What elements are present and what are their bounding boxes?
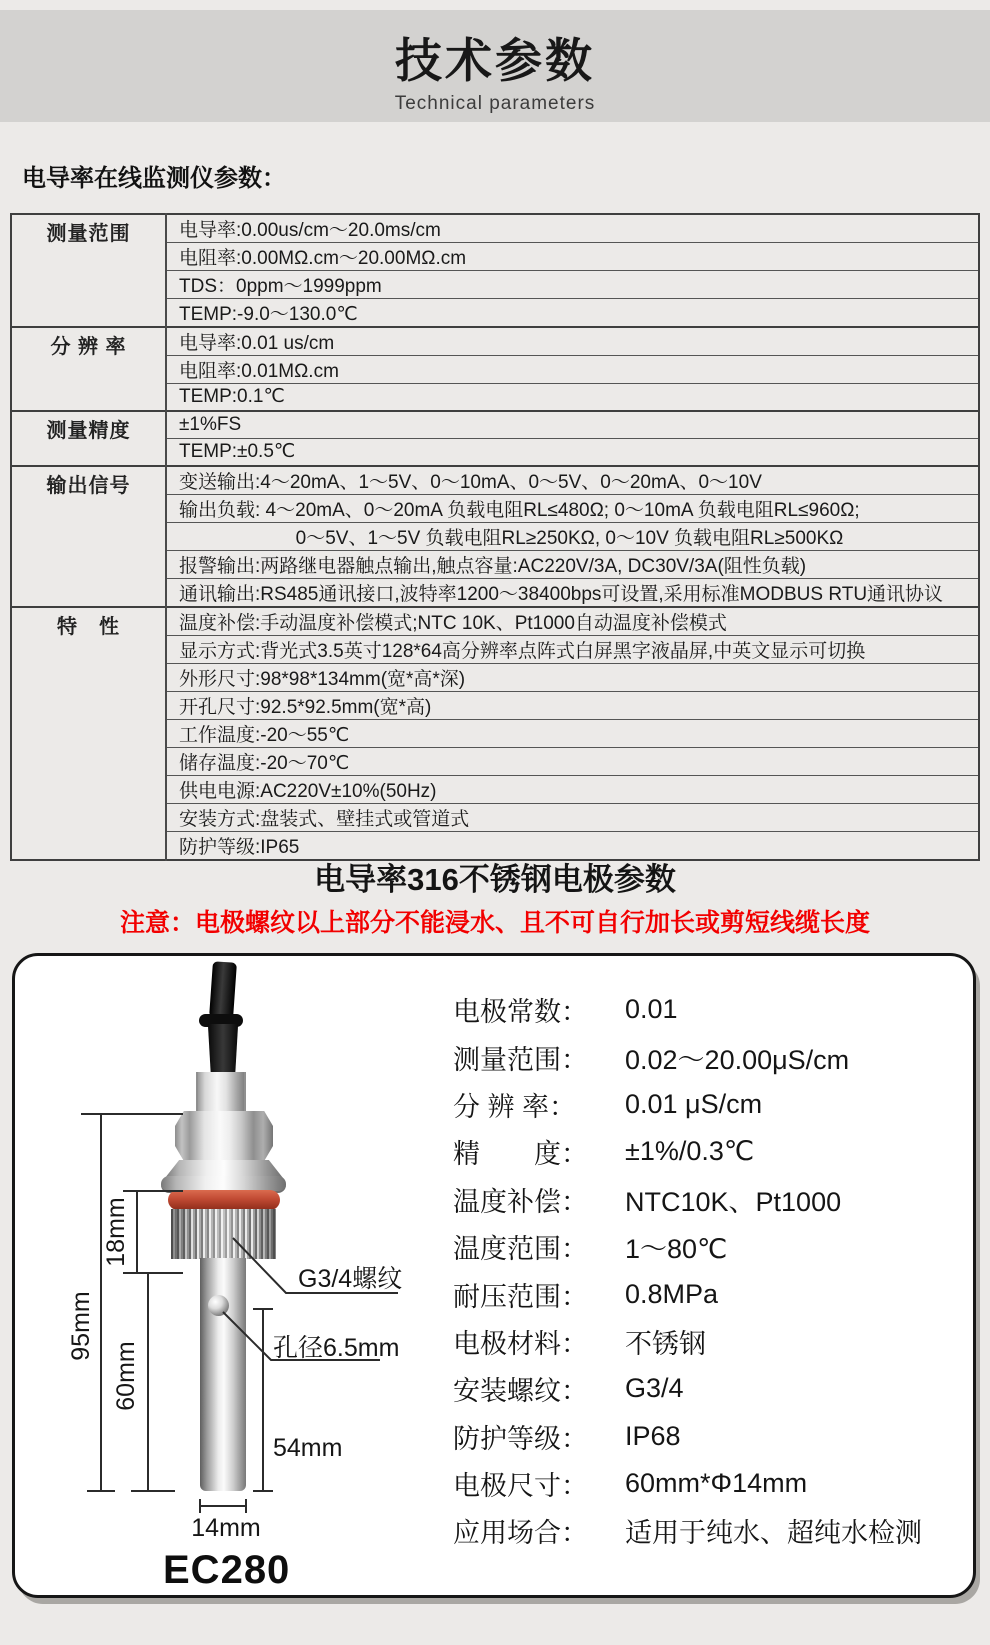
spec-value: ±1%/0.3℃ bbox=[625, 1136, 755, 1167]
spec-label: 电极常数： bbox=[453, 997, 588, 1028]
model-label: EC280 bbox=[163, 1548, 291, 1592]
spec-cell: 电导率:0.00us/cm～20.0ms/cm bbox=[166, 214, 979, 243]
spec-label: 电极尺寸： bbox=[453, 1471, 588, 1502]
spec-cell: 报警输出:两路继电器触点输出,触点容量:AC220V/3A, DC30V/3A(阻性负载) bbox=[166, 550, 979, 578]
spec-row bbox=[453, 1270, 968, 1317]
spec-label: 温度范围： bbox=[453, 1234, 588, 1265]
spec-value: 0.02～20.00μS/cm bbox=[625, 1044, 850, 1075]
spec-cell: 开孔尺寸:92.5*92.5mm(宽*高) bbox=[166, 691, 979, 719]
spec-cell: 电导率:0.01 us/cm bbox=[166, 327, 979, 356]
spec-row bbox=[453, 1413, 968, 1460]
spec-row bbox=[453, 1081, 968, 1128]
spec-cell: 供电电源:AC220V±10%(50Hz) bbox=[166, 775, 979, 803]
spec-label: 应用场合： bbox=[453, 1518, 588, 1549]
product-card bbox=[12, 953, 976, 1598]
dimension-60mm: 60mm bbox=[112, 1341, 140, 1411]
page-header bbox=[0, 10, 990, 122]
table-row bbox=[11, 327, 979, 356]
spec-value: G3/4 bbox=[625, 1373, 684, 1404]
spec-value: 不锈钢 bbox=[625, 1328, 706, 1359]
spec-row bbox=[453, 1128, 968, 1175]
spec-row bbox=[453, 1507, 968, 1554]
table-row bbox=[11, 607, 979, 636]
spec-value: 0.01 bbox=[625, 994, 678, 1025]
table-row bbox=[11, 466, 979, 495]
spec-label: 分 辨 率： bbox=[453, 1091, 577, 1122]
spec-group-label: 输出信号 bbox=[11, 466, 166, 607]
table-row bbox=[11, 411, 979, 438]
spec-value: 适用于纯水、超纯水检测 bbox=[625, 1518, 922, 1549]
dimension-95mm: 95mm bbox=[67, 1291, 95, 1361]
spec-row bbox=[453, 1318, 968, 1365]
electrode-section-title: 电导率316不锈钢电极参数 bbox=[314, 862, 676, 897]
spec-group-label: 测量范围 bbox=[11, 214, 166, 327]
thread-spec-label: G3/4螺纹 bbox=[298, 1265, 403, 1293]
intro-heading: 电导率在线监测仪参数： bbox=[22, 165, 286, 192]
spec-cell: TDS：0ppm～1999ppm bbox=[166, 271, 979, 299]
spec-label: 测量范围： bbox=[453, 1044, 588, 1075]
spec-label: 防护等级： bbox=[453, 1423, 588, 1454]
spec-row bbox=[453, 1176, 968, 1223]
dimension-18mm: 18mm bbox=[102, 1197, 130, 1267]
hole-diameter-label: 孔径6.5mm bbox=[273, 1334, 400, 1362]
spec-label: 耐压范围： bbox=[453, 1281, 588, 1312]
spec-label: 安装螺纹： bbox=[453, 1376, 588, 1407]
spec-label: 精 度： bbox=[453, 1139, 588, 1170]
spec-value: NTC10K、Pt1000 bbox=[625, 1186, 842, 1217]
spec-cell: 工作温度:-20～55℃ bbox=[166, 719, 979, 747]
spec-row bbox=[453, 1033, 968, 1080]
spec-cell: 安装方式:盘装式、壁挂式或管道式 bbox=[166, 803, 979, 831]
spec-cell: 外形尺寸:98*98*134mm(宽*高*深) bbox=[166, 663, 979, 691]
spec-cell: 输出负载: 4～20mA、0～20mA 负载电阻RL≤480Ω; 0～10mA 负载电阻RL≤960Ω; bbox=[166, 494, 979, 522]
dimension-54mm: 54mm bbox=[273, 1434, 343, 1462]
dimension-14mm: 14mm bbox=[191, 1514, 261, 1542]
spec-group-label: 分 辨 率 bbox=[11, 327, 166, 411]
page-title: 技术参数 bbox=[395, 34, 595, 87]
spec-cell: 防护等级:IP65 bbox=[166, 831, 979, 860]
spec-cell: 0～5V、1～5V 负载电阻RL≥250KΩ, 0～10V 负载电阻RL≥500KΩ bbox=[166, 522, 979, 550]
spec-value: 1～80℃ bbox=[625, 1234, 728, 1265]
spec-cell: 变送输出:4～20mA、1～5V、0～10mA、0～5V、0～20mA、0～10V bbox=[166, 466, 979, 495]
table-row bbox=[11, 214, 979, 243]
spec-group-label: 测量精度 bbox=[11, 411, 166, 466]
spec-label: 温度补偿： bbox=[453, 1186, 588, 1217]
spec-cell: 显示方式:背光式3.5英寸128*64高分辨率点阵式白屏黑字液晶屏,中英文显示可切换 bbox=[166, 635, 979, 663]
spec-cell: TEMP:0.1℃ bbox=[166, 384, 979, 411]
spec-value: 0.8MPa bbox=[625, 1278, 719, 1309]
spec-cell: 温度补偿:手动温度补偿模式;NTC 10K、Pt1000自动温度补偿模式 bbox=[166, 607, 979, 636]
spec-cell: ±1%FS bbox=[166, 411, 979, 438]
spec-cell: 储存温度:-20～70℃ bbox=[166, 747, 979, 775]
spec-table bbox=[10, 213, 980, 861]
spec-row bbox=[453, 1223, 968, 1270]
spec-row bbox=[453, 986, 968, 1033]
spec-cell: 电阻率:0.00MΩ.cm～20.00MΩ.cm bbox=[166, 243, 979, 271]
spec-row bbox=[453, 1365, 968, 1412]
warning-text: 注意：电极螺纹以上部分不能浸水、且不可自行加长或剪短线缆长度 bbox=[119, 909, 870, 937]
page-subtitle: Technical parameters bbox=[394, 93, 596, 114]
spec-group-label: 特 性 bbox=[11, 607, 166, 860]
spec-row bbox=[453, 1460, 968, 1507]
spec-label: 电极材料： bbox=[453, 1328, 588, 1359]
spec-value: 60mm*Φ14mm bbox=[625, 1468, 808, 1499]
spec-value: IP68 bbox=[625, 1420, 681, 1451]
spec-cell: TEMP:±0.5℃ bbox=[166, 438, 979, 465]
electrode-photo bbox=[15, 956, 455, 1595]
spec-value: 0.01 μS/cm bbox=[625, 1088, 763, 1119]
spec-cell: 电阻率:0.01MΩ.cm bbox=[166, 356, 979, 384]
spec-cell: TEMP:-9.0～130.0℃ bbox=[166, 299, 979, 328]
spec-cell: 通讯输出:RS485通讯接口,波特率1200～38400bps可设置,采用标准MODBUS RTU通讯协议 bbox=[166, 578, 979, 607]
electrode-spec-list bbox=[453, 986, 968, 1555]
